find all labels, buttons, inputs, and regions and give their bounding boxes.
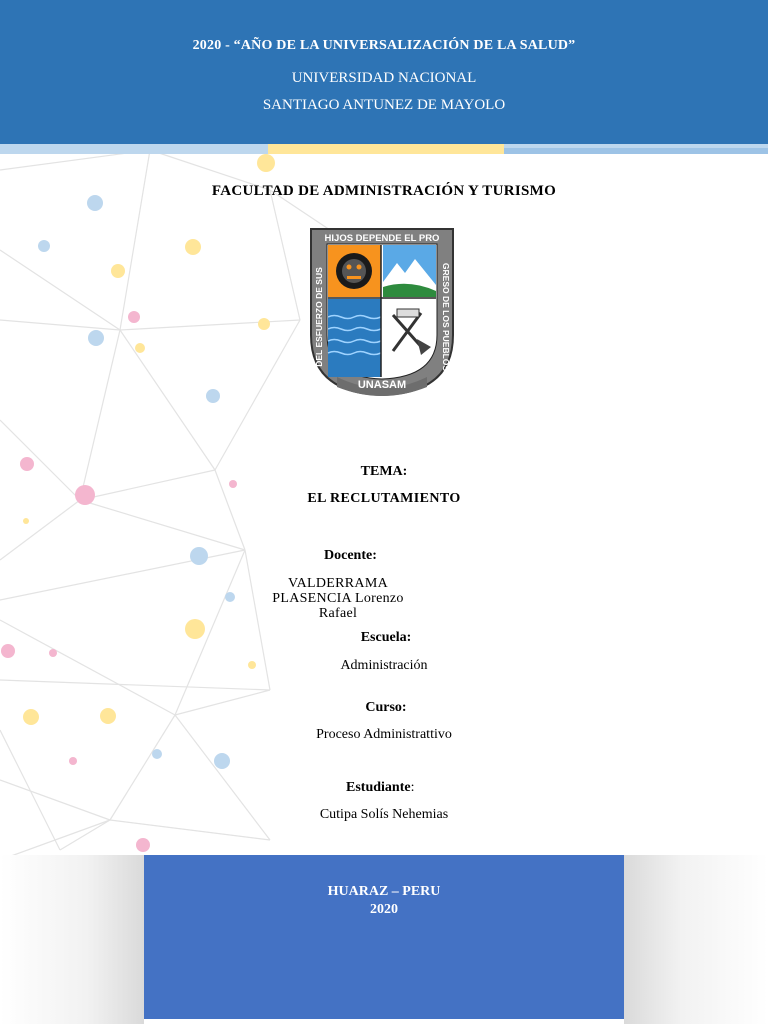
- footer-banner: [144, 855, 624, 1019]
- faculty-title: FACULTAD DE ADMINISTRACIÓN Y TURISMO: [211, 183, 557, 199]
- curso-value: Proceso Administrattivo: [316, 727, 452, 742]
- docente-value: VALDERRAMA PLASENCIA Lorenzo Rafael: [272, 576, 404, 621]
- footer-city: HUARAZ – PERU: [327, 884, 441, 899]
- university-shield-logo: [309, 227, 455, 397]
- escuela-value: Administración: [340, 658, 428, 673]
- escuela-label: Escuela:: [360, 630, 412, 645]
- tema-label: TEMA:: [360, 464, 408, 479]
- footer-shadow-left: [0, 855, 144, 1024]
- estudiante-label-colon: :: [410, 780, 415, 795]
- footer-shadow-right: [624, 855, 768, 1024]
- logo-banner-text: UNASAM: [357, 379, 407, 391]
- estudiante-value: Cutipa Solís Nehemias: [319, 807, 449, 822]
- university-name-line1: UNIVERSIDAD NACIONAL: [291, 70, 477, 86]
- header-banner: [0, 0, 768, 144]
- docente-label: Docente:: [324, 548, 377, 563]
- logo-motto-right: GRESO DE LOS PUEBLOS: [441, 262, 451, 372]
- header-stripe-yellow: [268, 144, 504, 154]
- year-slogan: 2020 - “AÑO DE LA UNIVERSALIZACIÓN DE LA SALUD”: [192, 38, 576, 53]
- tema-value: EL RECLUTAMIENTO: [307, 491, 461, 506]
- university-name-line2: SANTIAGO ANTUNEZ DE MAYOLO: [262, 97, 506, 113]
- curso-label: Curso:: [365, 700, 407, 715]
- logo-motto-top: HIJOS DEPENDE EL PRO: [324, 233, 440, 244]
- header-stripe-blue: [504, 148, 768, 154]
- estudiante-label-text: Estudiante: [346, 780, 411, 795]
- estudiante-label: [346, 780, 414, 796]
- logo-motto-left: DEL ESFUERZO DE SUS: [314, 267, 324, 367]
- footer-year: 2020: [370, 902, 398, 917]
